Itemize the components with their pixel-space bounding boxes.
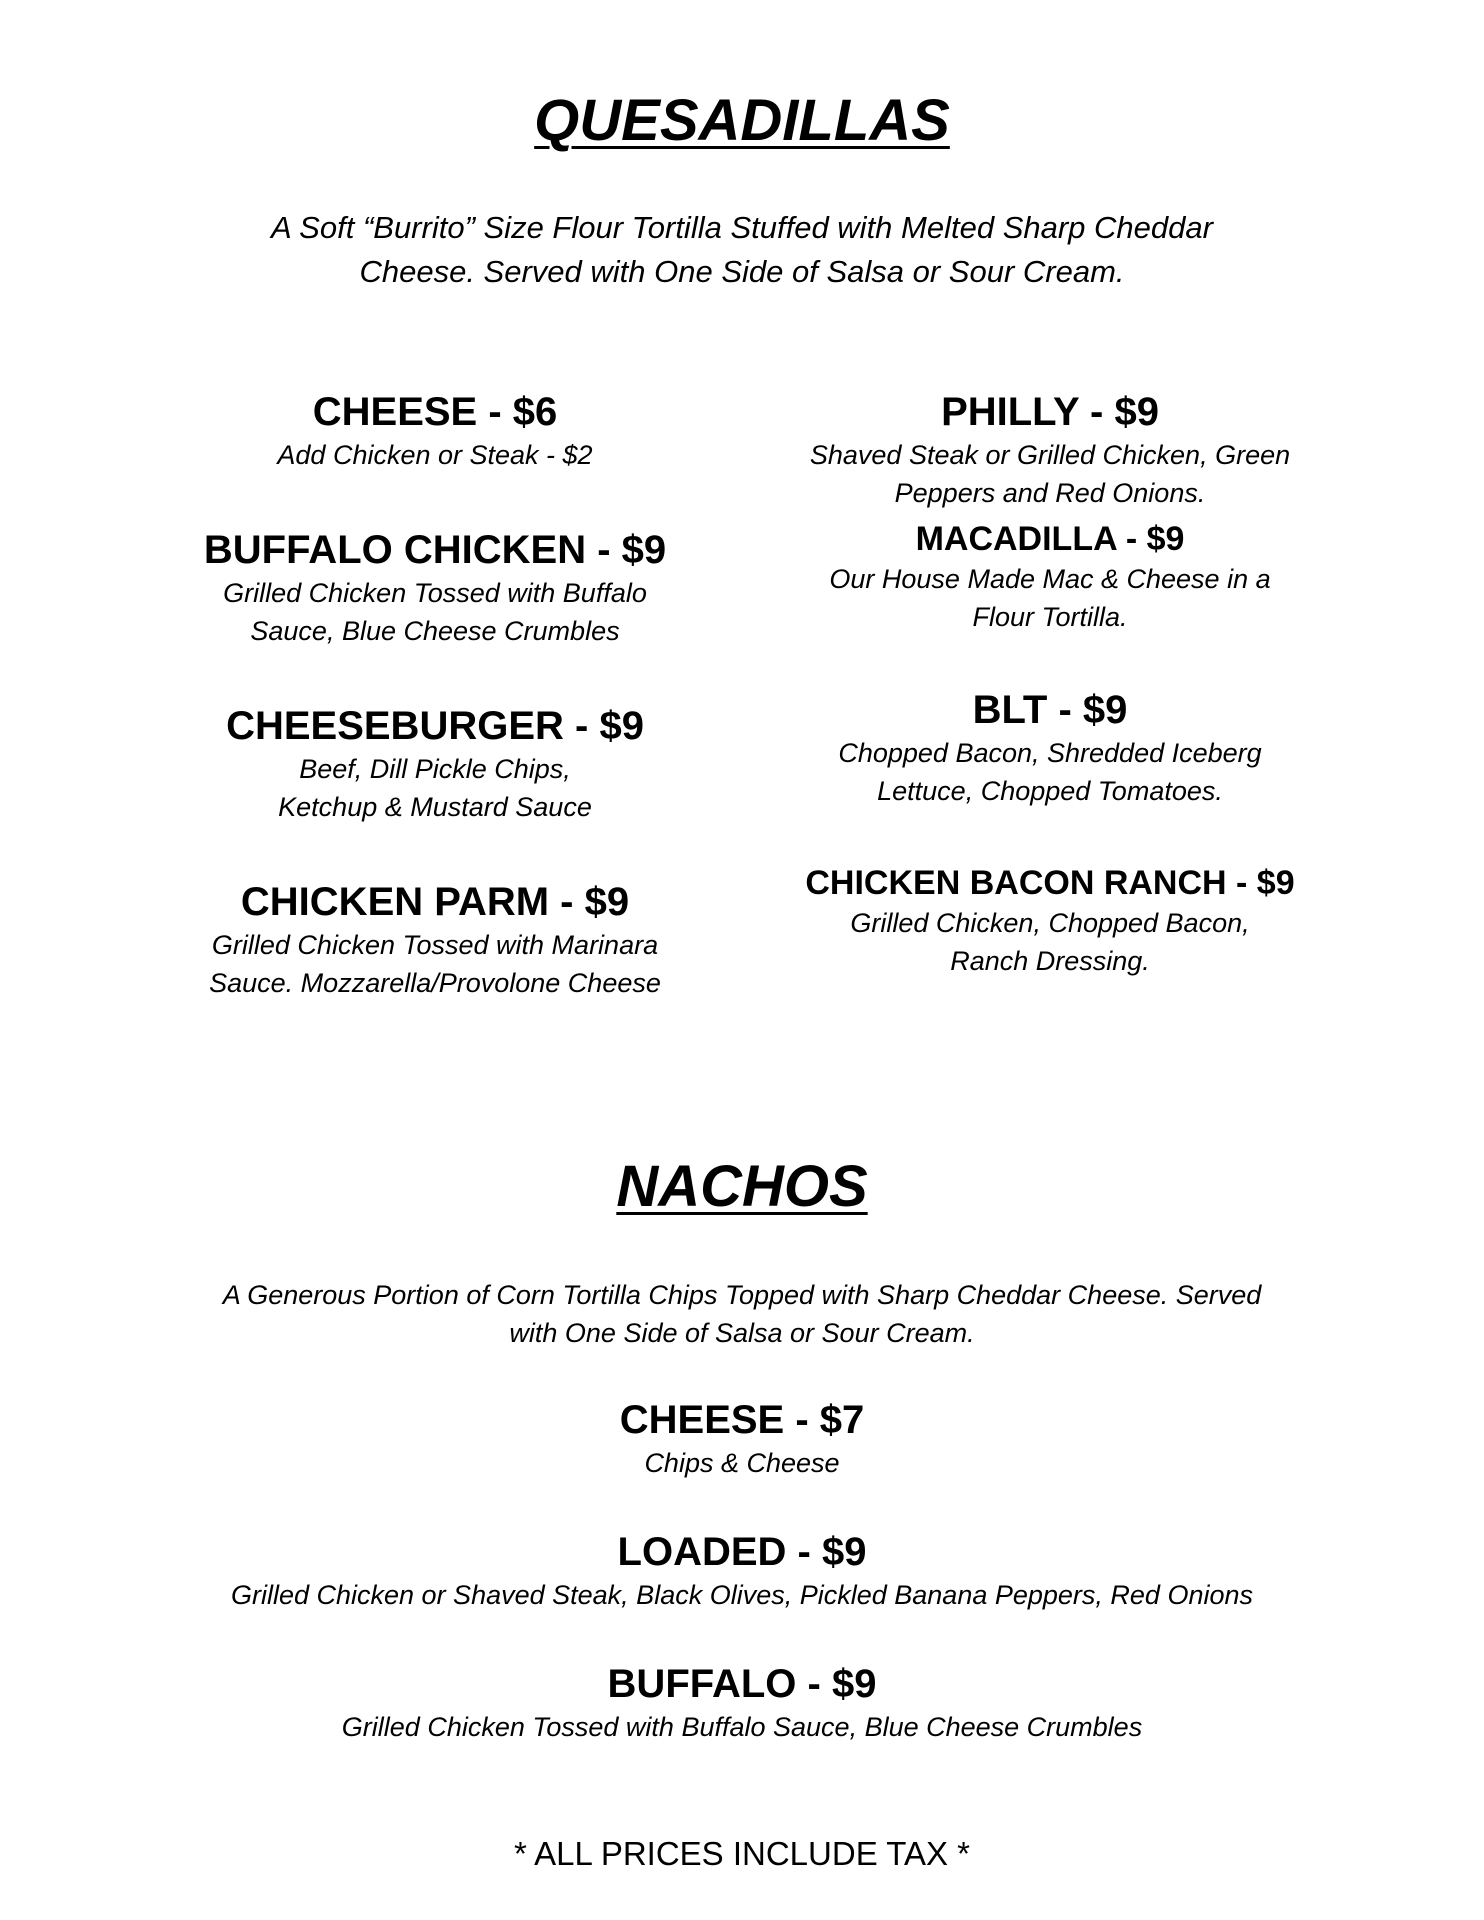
item-description: Grilled Chicken Tossed with Marinara Sauce. Mozzarella/Provolone Cheese (209, 930, 661, 998)
item-title: MACADILLA - $9 (915, 520, 1185, 558)
nachos-heading: NACHOS (616, 1154, 868, 1219)
item-description: Shaved Steak or Grilled Chicken, Green Peppers and Red Onions. (809, 440, 1291, 508)
menu-item-macadilla (770, 518, 1330, 636)
item-title: CHEESE - $7 (619, 1398, 865, 1442)
menu-item-philly (770, 388, 1330, 512)
item-description: Add Chicken or Steak - $2 (277, 440, 593, 470)
menu-item-cheeseburger (155, 702, 715, 826)
item-title: BUFFALO - $9 (607, 1662, 877, 1706)
item-title: CHEESEBURGER - $9 (226, 704, 644, 748)
item-title: BLT - $9 (972, 688, 1128, 732)
menu-item-chicken-parm (155, 878, 715, 1002)
menu-item-buffalo-chicken (155, 526, 715, 650)
item-title: PHILLY - $9 (941, 390, 1159, 434)
item-description: Grilled Chicken or Shaved Steak, Black Olives, Pickled Banana Peppers, Red Onions (230, 1580, 1254, 1610)
menu-item-buffalo-nachos (0, 1660, 1484, 1746)
item-description: Beef, Dill Pickle Chips, Ketchup & Mustard Sauce (278, 754, 592, 822)
item-description: Chips & Cheese (644, 1448, 840, 1478)
item-description: Chopped Bacon, Shredded Iceberg Lettuce, Chopped Tomatoes. (838, 738, 1262, 806)
quesadillas-description: A Soft “Burrito” Size Flour Tortilla Stuffed with Melted Sharp Cheddar Cheese. Served with One Side of Salsa or Sour Cream. (271, 210, 1213, 289)
item-title: CHICKEN BACON RANCH - $9 (805, 864, 1295, 902)
item-title: BUFFALO CHICKEN - $9 (203, 528, 667, 572)
item-title: LOADED - $9 (617, 1530, 867, 1574)
tax-note: * ALL PRICES INCLUDE TAX * (513, 1835, 971, 1872)
item-description: Grilled Chicken Tossed with Buffalo Sauce, Blue Cheese Crumbles (223, 578, 647, 646)
menu-item-cheese-quesadilla (155, 388, 715, 474)
menu-item-chicken-bacon-ranch (770, 862, 1330, 980)
item-description: Grilled Chicken, Chopped Bacon, Ranch Dressing. (850, 908, 1250, 976)
menu-item-blt (770, 686, 1330, 810)
nachos-description: A Generous Portion of Corn Tortilla Chips Topped with Sharp Cheddar Cheese. Served with One Side of Salsa or Sour Cream. (222, 1280, 1262, 1348)
item-title: CHEESE - $6 (312, 390, 558, 434)
quesadillas-heading: QUESADILLAS (534, 88, 950, 153)
menu-item-cheese-nachos (0, 1396, 1484, 1482)
item-description: Grilled Chicken Tossed with Buffalo Sauce, Blue Cheese Crumbles (341, 1712, 1143, 1742)
item-title: CHICKEN PARM - $9 (240, 880, 630, 924)
item-description: Our House Made Mac & Cheese in a Flour Tortilla. (829, 564, 1271, 632)
menu-item-loaded-nachos (0, 1528, 1484, 1614)
